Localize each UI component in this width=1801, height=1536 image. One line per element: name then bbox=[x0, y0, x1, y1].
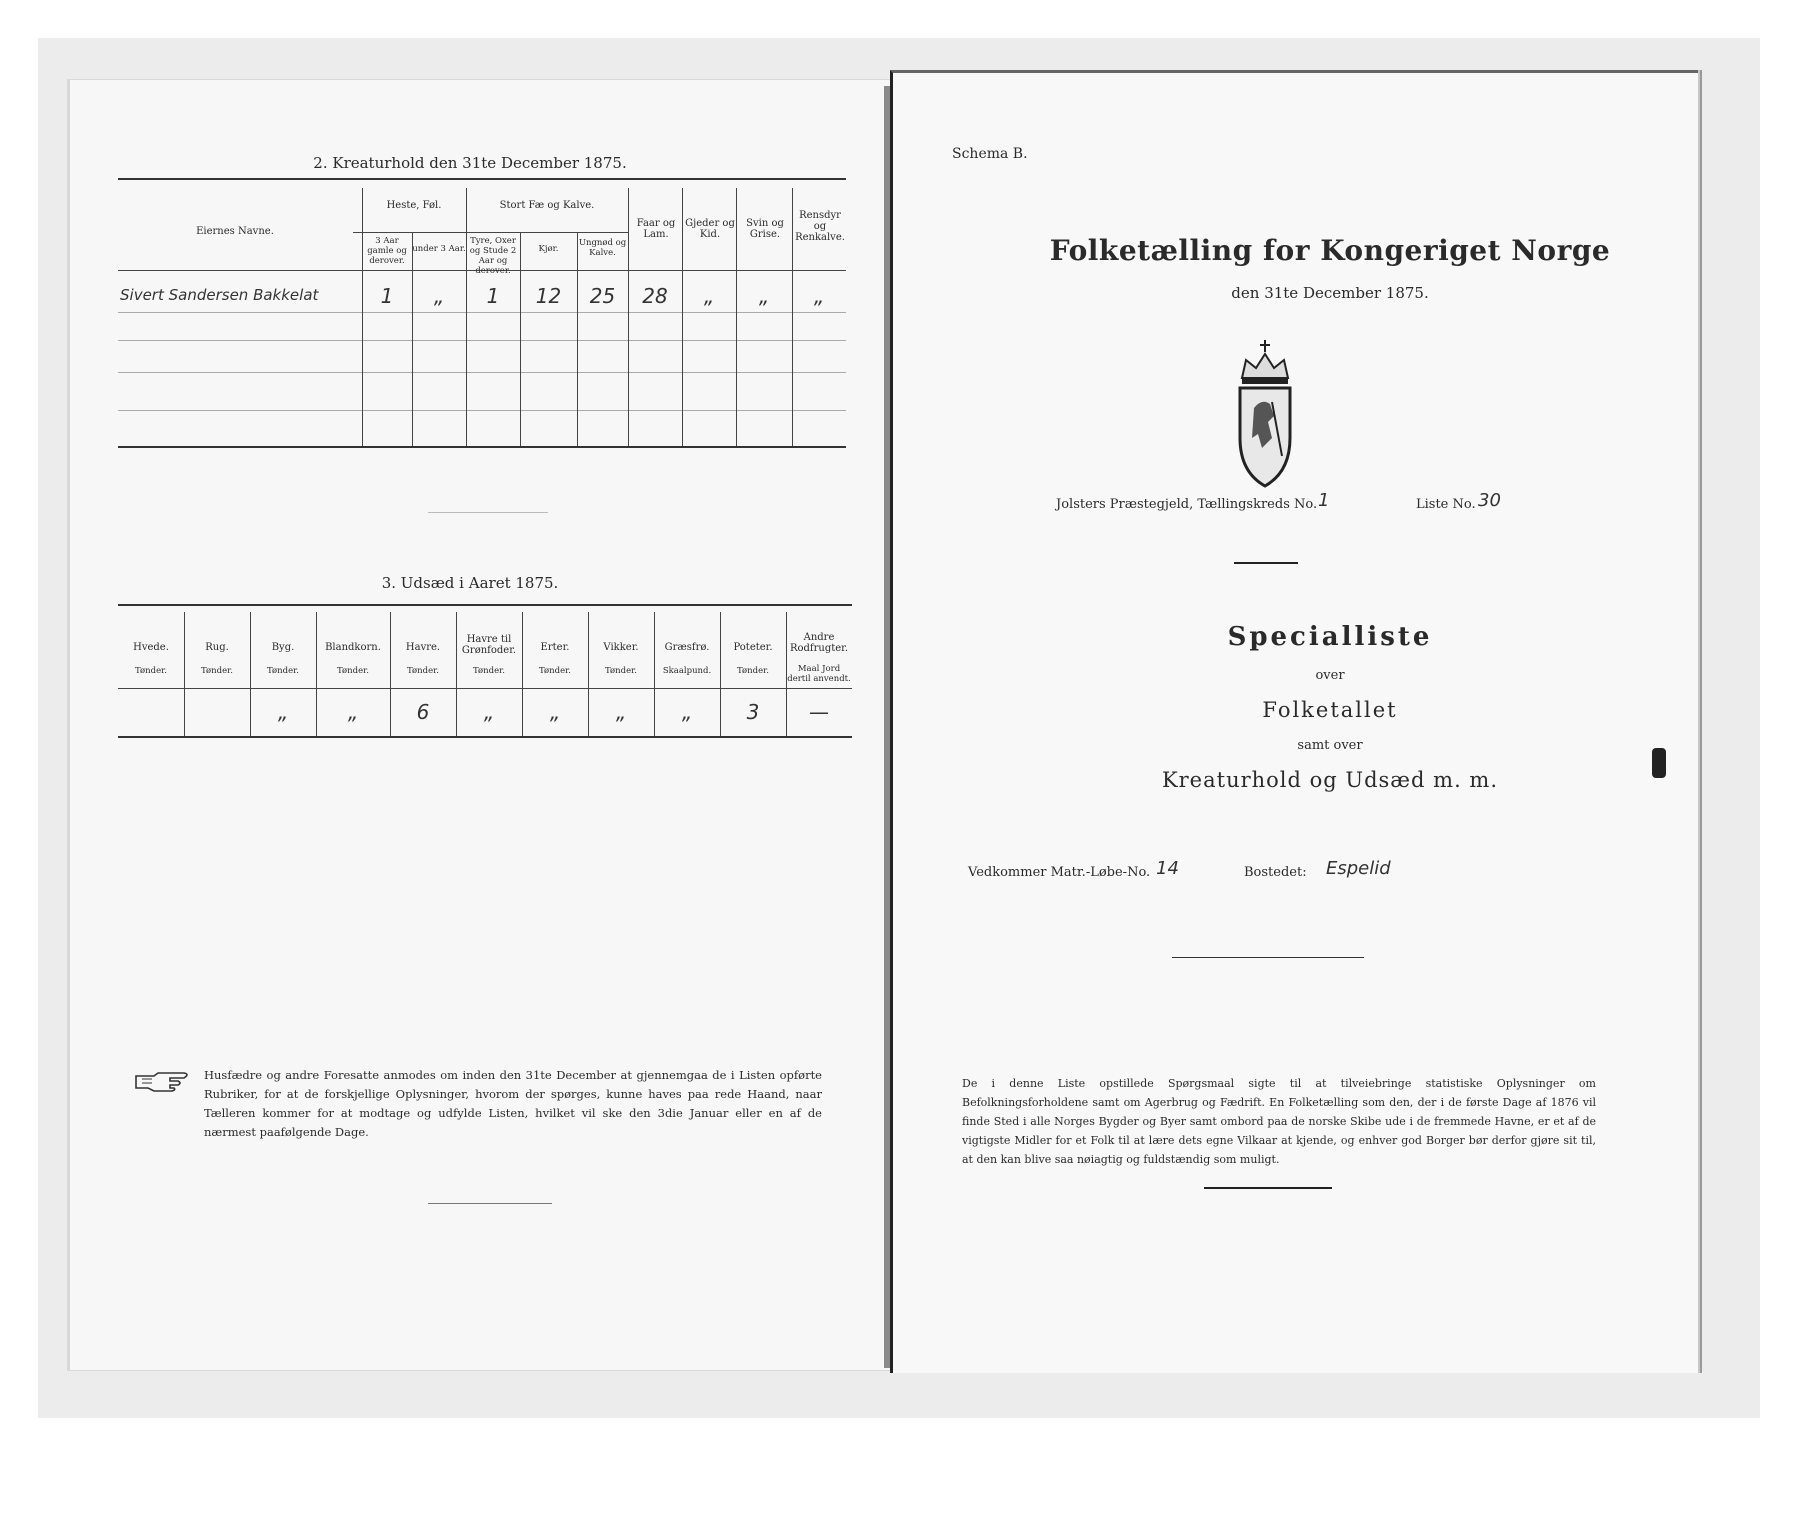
cell-green-oats: „ bbox=[483, 700, 495, 724]
owner-name: Sivert Sandersen Bakkelat bbox=[120, 286, 319, 304]
wheat-header: Hvede. bbox=[133, 642, 169, 653]
divider bbox=[1234, 562, 1298, 564]
bosted-value: Espelid bbox=[1326, 858, 1391, 879]
young-cattle-header: Ungnød og Kalve. bbox=[578, 238, 627, 258]
root-crops-unit: Maal Jord dertil anvendt. bbox=[787, 664, 851, 684]
notice-text: Husfædre og andre Foresatte anmodes om inden den 31te December at gjennemgaa de i Listen opførte Rubriker, for at de forskjellige Oplysninger, hvorom der spørges, kunne haves paa rede Haand, naar Tælleren kommer for at modtage og udfylde Listen, hvilket vil ske den 3die Januar eller en af de nærmest paafølgende Dage. bbox=[204, 1068, 822, 1139]
peas-header: Erter. bbox=[540, 642, 570, 653]
section3-title: 3. Udsæd i Aaret 1875. bbox=[381, 574, 559, 592]
cell-young-cattle: 25 bbox=[589, 284, 616, 308]
pigs-header: Svin og Grise. bbox=[746, 218, 784, 240]
samt-over-text: samt over bbox=[1297, 738, 1363, 753]
mixed-grain-unit: Tønder. bbox=[337, 666, 369, 676]
root-crops-header: Andre Rodfrugter. bbox=[789, 632, 849, 654]
vetch-unit: Tønder. bbox=[605, 666, 637, 676]
divider bbox=[428, 512, 548, 513]
wheat-unit: Tønder. bbox=[135, 666, 167, 676]
vetch-header: Vikker. bbox=[603, 642, 639, 653]
oats-header: Havre. bbox=[405, 642, 441, 653]
cattle-header: Stort Fæ og Kalve. bbox=[499, 200, 595, 211]
cell-root-crops: — bbox=[809, 700, 829, 724]
cows-header: Kjør. bbox=[538, 244, 559, 254]
list-label: Liste No. bbox=[1416, 497, 1476, 512]
rye-header: Rug. bbox=[205, 642, 229, 653]
folketallet-text: Folketallet bbox=[1262, 698, 1398, 722]
cell-potatoes: 3 bbox=[746, 700, 760, 724]
bulls-header: Tyre, Oxer og Stude 2 Aar og derover. bbox=[469, 236, 517, 276]
explanatory-paragraph: De i denne Liste opstillede Spørgsmaal sigte til at tilveiebringe statistiske Oplysninger om Befolkningsforholdene samt om Agerbrug og Fædrift. En Folketælling som den, der i de første Dage af 1876 vil finde Sted i alle Norges Bygder og Byer samt ombord paa de norske Skibe ude i de fremmede Havne, er et af de vigtigste Midler for et Folk til at lære dets egne Vilkaar at kjende, og enhver god Borger bør derfor gjøre sit til, at den kan blive saa nøiagtig og fuldstændig som muligt. bbox=[962, 1077, 1596, 1166]
goats-header: Gjeder og Kid. bbox=[685, 218, 735, 240]
oats-unit: Tønder. bbox=[407, 666, 439, 676]
pointing-hand-icon bbox=[134, 1070, 194, 1094]
mixed-grain-header: Blandkorn. bbox=[325, 642, 381, 653]
bosted-label: Bostedet: bbox=[1244, 865, 1307, 880]
cell-reindeer: „ bbox=[813, 284, 825, 308]
barley-header: Byg. bbox=[271, 642, 295, 653]
kreaturhold-text: Kreaturhold og Udsæd m. m. bbox=[1161, 768, 1499, 792]
over-text: over bbox=[1315, 668, 1345, 683]
matr-label: Vedkommer Matr.-Løbe-No. bbox=[968, 865, 1151, 880]
owner-header: Eiernes Navne. bbox=[196, 226, 274, 237]
rye-unit: Tønder. bbox=[201, 666, 233, 676]
green-oats-header: Havre til Grønfoder. bbox=[461, 634, 517, 656]
list-number: 30 bbox=[1478, 490, 1501, 511]
norwegian-coat-of-arms-icon bbox=[1232, 338, 1298, 488]
section2-title: 2. Kreaturhold den 31te December 1875. bbox=[313, 154, 627, 172]
cell-oats: 6 bbox=[416, 700, 430, 724]
potatoes-unit: Tønder. bbox=[737, 666, 769, 676]
peas-unit: Tønder. bbox=[539, 666, 571, 676]
green-oats-unit: Tønder. bbox=[473, 666, 505, 676]
cell-goats: „ bbox=[703, 284, 715, 308]
cell-grass-seed: „ bbox=[681, 700, 693, 724]
cell-sheep: 28 bbox=[642, 284, 668, 308]
cell-pigs: „ bbox=[758, 284, 770, 308]
cell-barley: „ bbox=[277, 700, 289, 724]
horses-header: Heste, Føl. bbox=[386, 200, 442, 211]
divider bbox=[1172, 957, 1364, 958]
sheep-header: Faar og Lam. bbox=[636, 218, 676, 240]
reindeer-header: Rensdyr og Renkalve. bbox=[795, 210, 845, 243]
cell-horses-under3: „ bbox=[433, 284, 445, 308]
barley-unit: Tønder. bbox=[267, 666, 299, 676]
schema-label: Schema B. bbox=[952, 146, 1028, 162]
cell-cows: 12 bbox=[535, 284, 562, 308]
cell-bulls: 1 bbox=[486, 284, 500, 308]
potatoes-header: Poteter. bbox=[733, 642, 773, 653]
cell-horses-3yr: 1 bbox=[380, 284, 394, 308]
grass-seed-unit: Skaalpund. bbox=[662, 666, 712, 676]
district-number: 1 bbox=[1318, 490, 1330, 511]
horses-under3-header: under 3 Aar. bbox=[412, 244, 466, 254]
cell-vetch: „ bbox=[615, 700, 627, 724]
grass-seed-header: Græsfrø. bbox=[664, 642, 710, 653]
divider bbox=[428, 1203, 552, 1204]
divider bbox=[1204, 1187, 1332, 1189]
parish-label: Jolsters Præstegjeld, Tællingskreds No. bbox=[1056, 497, 1318, 512]
cell-peas: „ bbox=[549, 700, 561, 724]
document-date: den 31te December 1875. bbox=[1231, 284, 1429, 302]
binding-clip bbox=[1652, 748, 1666, 778]
special-list-title: Specialliste bbox=[1227, 622, 1433, 652]
matr-number: 14 bbox=[1156, 858, 1179, 879]
document-title: Folketælling for Kongeriget Norge bbox=[1049, 234, 1611, 267]
horses-3yr-header: 3 Aar gamle og derover. bbox=[367, 236, 407, 266]
cell-mixed-grain: „ bbox=[347, 700, 359, 724]
